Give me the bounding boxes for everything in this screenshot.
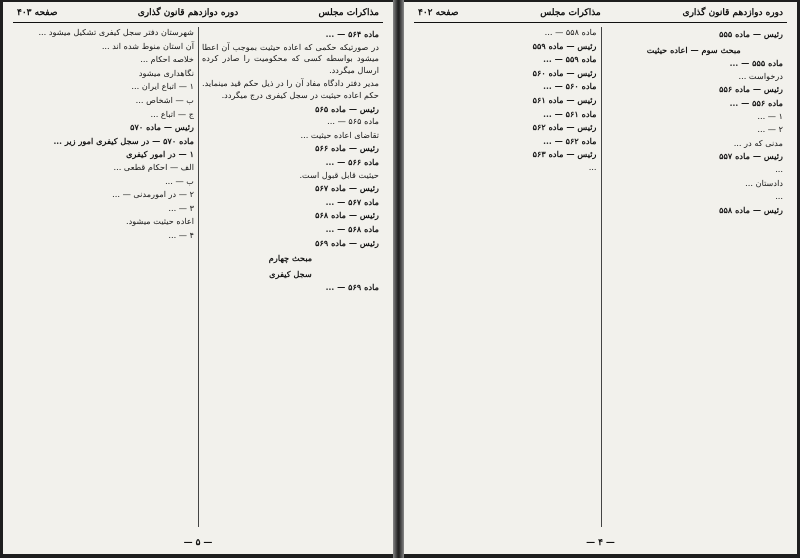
article-heading: ماده ۵۶۰ — ... <box>543 81 597 92</box>
paragraph: شهرستان دفتر سجل کیفری تشکیل میشود ... <box>38 27 194 37</box>
page-402 <box>404 2 797 554</box>
paragraph: حیثیت قابل قبول است. <box>299 169 379 180</box>
article-heading: ماده ۵۶۷ — ... <box>325 196 379 207</box>
paragraph: نگاهداری میشود <box>138 67 194 78</box>
column-divider <box>198 27 199 527</box>
article-heading: رئیس — ماده ۵۶۸ <box>315 210 379 221</box>
article-heading: رئیس — ماده ۵۶۱ <box>532 94 597 105</box>
page-number: صفحه ۴۰۲ <box>418 8 459 18</box>
article-heading: رئیس — ماده ۵۵۶ <box>719 84 783 95</box>
text-columns <box>13 27 383 527</box>
paragraph: ۲ — در امورمدنی — ... <box>112 189 194 200</box>
paragraph: مدنی که در ... <box>733 137 783 148</box>
paragraph: ماده ۵۶۵ — ... <box>327 116 379 127</box>
article-heading: ماده ۵۶۲ — ... <box>543 135 597 146</box>
page-number: صفحه ۴۰۳ <box>17 8 58 18</box>
article-heading: رئیس — ماده ۵۵۹ <box>532 40 597 51</box>
article-heading: رئیس — ماده ۵۷۰ <box>130 122 194 133</box>
paragraph: ۱ — ... <box>757 110 783 121</box>
paragraph: ج — اتباع ... <box>150 108 194 119</box>
header-session: دوره دوازدهم قانون گذاری <box>137 8 239 18</box>
paragraph: ۳ — ... <box>168 202 194 213</box>
paragraph: ماده ۵۵۸ — ... <box>544 27 597 37</box>
article-heading: رئیس — ماده ۵۶۳ <box>532 149 597 160</box>
article-heading: ماده ۵۵۶ — ... <box>729 97 783 108</box>
paragraph: در صورتیکه حکمی که اعاده حیثیت بموجب آن اعطا میشود بواسطه کسی که محکومیت را صادر کرده ارسال میگردد. <box>202 41 379 75</box>
article-heading: رئیس — ماده ۵۵۸ <box>719 204 783 215</box>
paragraph: ۲ — ... <box>757 124 783 135</box>
article-heading: رئیس — ماده ۵۶۶ <box>315 143 379 154</box>
page-footer-number: — ۵ — <box>3 538 393 548</box>
paragraph: خلاصه احکام ... <box>140 54 194 65</box>
article-heading: رئیس — ماده ۵۵۷ <box>719 151 783 162</box>
section-heading: سجل کیفری <box>269 268 312 279</box>
column-divider <box>601 27 602 527</box>
paragraph: مدیر دفتر دادگاه مفاد آن را در ذیل حکم قید مینماید. حکم اعاده حیثیت در سجل کیفری درج میگردد. <box>202 78 379 100</box>
article-heading: رئیس — ماده ۵۶۷ <box>315 183 379 194</box>
paragraph: آن استان منوط شده اند ... <box>101 40 194 51</box>
column-right <box>601 27 788 527</box>
paragraph: ب — ... <box>165 175 194 186</box>
page-header <box>414 6 787 23</box>
article-heading: رئیس — ماده ۵۶۵ <box>315 103 379 114</box>
paragraph: درخواست ... <box>738 70 783 81</box>
column-left <box>414 27 601 527</box>
column-right <box>198 27 383 527</box>
paragraph: الف — احکام قطعی ... <box>113 161 194 172</box>
article-heading: ماده ۵۶۴ — ... <box>325 29 379 39</box>
page-403 <box>3 2 393 554</box>
book-gutter <box>393 0 404 558</box>
article-heading: ۱ — در امور کیفری <box>126 149 194 160</box>
section-heading: مبحث سوم — اعاده حیثیت <box>646 44 741 55</box>
header-title: مذاکرات مجلس <box>318 8 379 18</box>
article-heading: ماده ۵۵۹ — ... <box>543 54 597 65</box>
article-heading: ماده ۵۶۸ — ... <box>325 223 379 234</box>
paragraph: ۱ — اتباع ایران ... <box>131 81 194 92</box>
page-footer-number: — ۴ — <box>404 538 797 548</box>
paragraph: تقاضای اعاده حیثیت ... <box>300 129 379 140</box>
page-header <box>13 6 383 23</box>
section-heading: مبحث چهارم <box>268 253 313 264</box>
article-heading: رئیس — ماده ۵۵۵ <box>719 29 783 39</box>
header-session: دوره دوازدهم قانون گذاری <box>682 8 783 18</box>
article-heading: رئیس — ماده ۵۶۹ <box>315 237 379 248</box>
paragraph: ... <box>775 163 783 174</box>
text-columns <box>414 27 787 527</box>
article-heading: ماده ۵۵۵ — ... <box>729 58 783 69</box>
paragraph: ۴ — ... <box>168 229 194 240</box>
article-heading: رئیس — ماده ۵۶۲ <box>532 122 597 133</box>
paragraph: اعاده حیثیت میشود. <box>126 216 194 227</box>
article-heading: ماده ۵۶۹ — ... <box>325 282 379 293</box>
column-left <box>13 27 198 527</box>
article-heading: ماده ۵۶۶ — ... <box>325 156 379 167</box>
article-heading: رئیس — ماده ۵۶۰ <box>532 67 597 78</box>
header-title: مذاکرات مجلس <box>540 8 601 18</box>
paragraph: دادستان ... <box>745 177 783 188</box>
paragraph: ... <box>775 191 783 202</box>
article-heading: ماده ۵۶۱ — ... <box>543 108 597 119</box>
article-heading: ماده ۵۷۰ — در سجل کیفری امور زیر ... <box>53 135 194 146</box>
paragraph: ب — اشخاص ... <box>135 94 194 105</box>
paragraph: ... <box>588 161 597 172</box>
